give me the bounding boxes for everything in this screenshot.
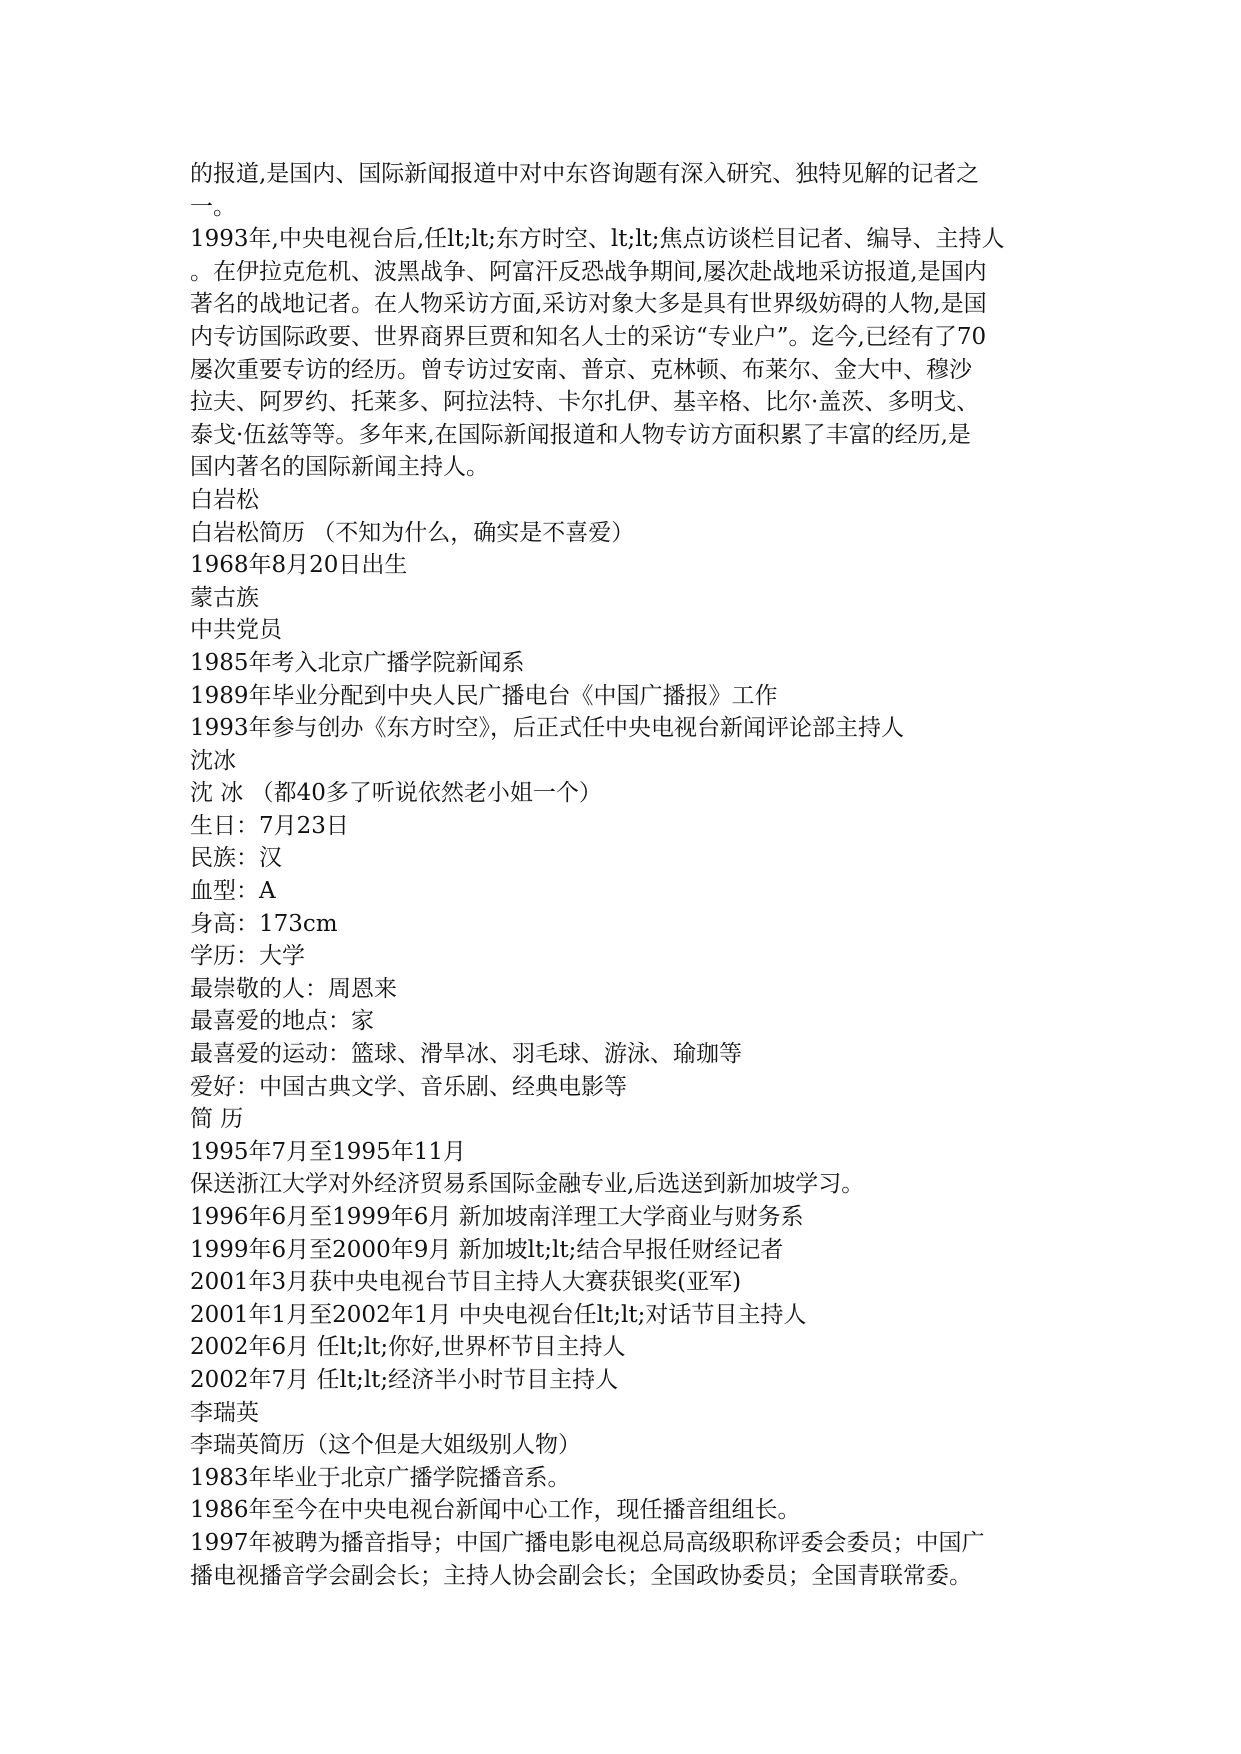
- text-line: 2002年6月 任lt;lt;你好,世界杯节目主持人: [190, 1334, 626, 1361]
- text-line: 国内著名的国际新闻主持人。: [190, 454, 489, 481]
- text-line: 生日：7月23日: [190, 812, 349, 839]
- text-line: 的报道,是国内、国际新闻报道中对中东咨询题有深入研究、独特见解的记者之: [190, 161, 980, 187]
- section-heading-li-ruiying: 李瑞英: [190, 1399, 259, 1426]
- text-line: 中共党员: [190, 617, 282, 644]
- text-line: 2001年1月至2002年1月 中央电视台任lt;lt;对话节目主持人: [190, 1301, 807, 1328]
- section-heading-bai-yansong: 白岩松: [190, 486, 259, 513]
- text-line: 泰戈·伍兹等等。多年来,在国际新闻报道和人物专访方面积累了丰富的经历,是: [190, 421, 971, 448]
- text-line: 1996年6月至1999年6月 新加坡南洋理工大学商业与财务系: [190, 1204, 804, 1230]
- text-line: 1993年,中央电视台后,任lt;lt;东方时空、lt;lt;焦点访谈栏目记者、编导、主持人: [190, 226, 1005, 253]
- text-line: 1989年毕业分配到中央人民广播电台《中国广播报》工作: [190, 682, 778, 709]
- text-line: 最崇敬的人：周恩来: [190, 975, 397, 1002]
- text-line: 2001年3月获中央电视台节目主持人大赛获银奖(亚军): [190, 1269, 742, 1296]
- text-line: 保送浙江大学对外经济贸易系国际金融专业,后选送到新加坡学习。: [190, 1171, 865, 1198]
- text-line: 一。: [190, 193, 236, 220]
- text-line: 最喜爱的运动：篮球、滑旱冰、羽毛球、游泳、瑜珈等: [190, 1041, 742, 1068]
- text-line: 2002年7月 任lt;lt;经济半小时节目主持人: [190, 1366, 619, 1393]
- text-line: 屡次重要专访的经历。曾专访过安南、普京、克林顿、布莱尔、金大中、穆沙: [190, 356, 972, 383]
- text-line: 播电视播音学会副会长；主持人协会副会长；全国政协委员；全国青联常委。: [190, 1562, 972, 1589]
- text-line: 学历：大学: [190, 943, 305, 970]
- text-line: 1997年被聘为播音指导；中国广播电影电视总局高级职称评委会委员；中国广: [190, 1529, 985, 1556]
- text-line: 拉夫、阿罗约、托莱多、阿拉法特、卡尔扎伊、基辛格、比尔·盖茨、多明戈、: [190, 389, 980, 416]
- text-line: 血型：A: [190, 878, 276, 905]
- text-line: 1968年8月20日出生: [190, 552, 408, 579]
- document-page: [190, 158, 1062, 1592]
- text-line: 1999年6月至2000年9月 新加坡lt;lt;结合早报任财经记者: [190, 1236, 784, 1263]
- text-line: 李瑞英简历（这个但是大姐级别人物）: [190, 1432, 581, 1459]
- text-line: 内专访国际政要、世界商界巨贾和知名人士的采访“专业户”。迄今,已经有了70: [190, 323, 987, 350]
- text-line: 蒙古族: [190, 584, 259, 611]
- text-line: 1983年毕业于北京广播学院播音系。: [190, 1464, 571, 1491]
- text-line: 1995年7月至1995年11月: [190, 1138, 466, 1165]
- text-line: 白岩松简历 （不知为什么，确实是不喜爱）: [190, 519, 635, 546]
- text-line: 身高：173cm: [190, 910, 338, 937]
- text-line: 1993年参与创办《东方时空》，后正式任中央电视台新闻评论部主持人: [190, 715, 905, 742]
- text-line: 简 历: [190, 1106, 244, 1133]
- text-line: 1985年考入北京广播学院新闻系: [190, 649, 525, 676]
- text-line: 民族：汉: [190, 845, 282, 872]
- text-line: 最喜爱的地点：家: [190, 1008, 374, 1035]
- text-line: 沈 冰 （都40多了听说依然老小姐一个）: [190, 780, 602, 807]
- text-line: 1986年至今在中央电视台新闻中心工作，现任播音组组长。: [190, 1497, 801, 1524]
- text-line: 爱好：中国古典文学、音乐剧、经典电影等: [190, 1073, 627, 1100]
- text-line: 著名的战地记者。在人物采访方面,采访对象大多是具有世界级妨碍的人物,是国: [190, 291, 987, 318]
- section-heading-shen-bing: 沈冰: [190, 747, 236, 774]
- text-line: 。在伊拉克危机、波黑战争、阿富汗反恐战争期间,屡次赴战地采访报道,是国内: [190, 258, 987, 285]
